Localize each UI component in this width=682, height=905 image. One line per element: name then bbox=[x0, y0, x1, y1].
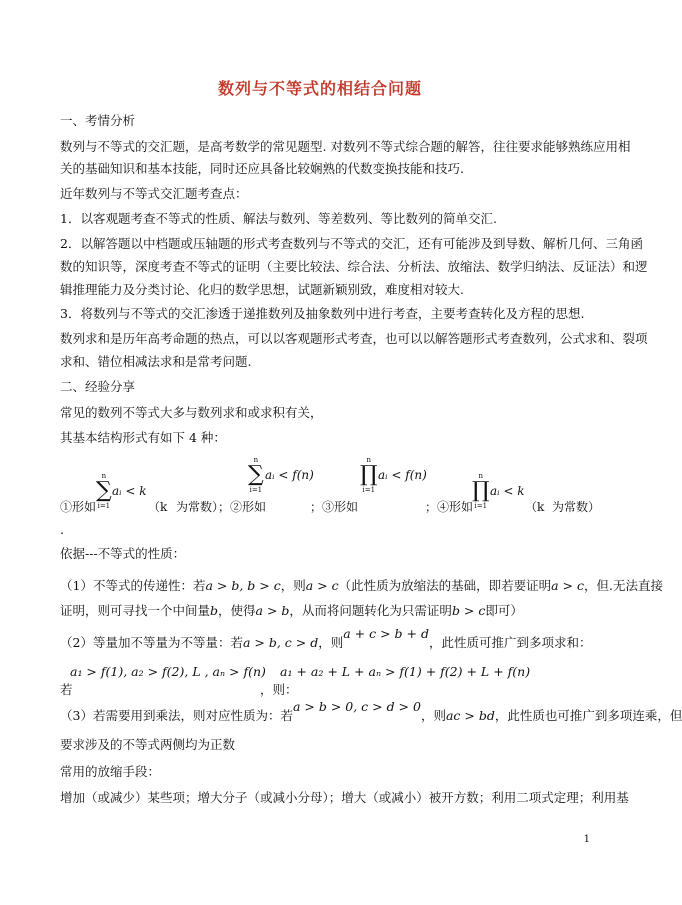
paragraph: 辑推理能力及分类讨论、化归的数学思想，试题新颖别致，难度相对较大. bbox=[60, 282, 464, 297]
lower-limit: i=1 bbox=[362, 486, 376, 494]
formula-3-body: aᵢ < f(n) bbox=[378, 468, 427, 482]
text: （3）若需要用到乘法，则对应性质为：若 bbox=[60, 708, 293, 723]
paragraph: 近年数列与不等式交汇题考查点： bbox=[60, 186, 248, 201]
formula-4-body: aᵢ < k bbox=[490, 484, 525, 498]
paragraph: 要求涉及的不等式两侧均为正数 bbox=[60, 737, 236, 752]
paragraph: 数列求和是历年高考命题的热点，可以以客观题形式考查，也可以以解答题形式考查数列，公式求和、裂项 bbox=[60, 331, 648, 346]
upper-limit: n bbox=[253, 456, 259, 464]
paragraph: 常用的放缩手段： bbox=[60, 764, 161, 779]
property-2-extended bbox=[60, 662, 585, 702]
sigma-glyph: ∑ bbox=[248, 462, 264, 487]
pi-glyph: ∏ bbox=[360, 462, 378, 487]
formula-end-dot: . bbox=[60, 522, 64, 537]
text: ，此性质也可推广到多项连乘，但 bbox=[494, 708, 682, 723]
text: ，则： bbox=[260, 682, 298, 697]
sum-symbol-2 bbox=[248, 456, 264, 494]
math: ac > bd bbox=[445, 708, 495, 723]
formula-2-body: aᵢ < f(n) bbox=[265, 468, 314, 482]
lower-limit: i=1 bbox=[249, 486, 263, 494]
property-3 bbox=[60, 699, 682, 728]
math: a₁ > f(1), a₂ > f(2), L , aₙ > f(n) bbox=[70, 664, 266, 679]
product-symbol-4 bbox=[472, 472, 490, 510]
property-1-line-1 bbox=[60, 578, 663, 594]
paragraph: 2．以解答题以中档题或压轴题的形式考查数列与不等式的交汇，还有可能涉及到导数、解析几何、三角函 bbox=[60, 236, 643, 251]
math: a > b, b > c bbox=[205, 578, 281, 593]
upper-limit: n bbox=[366, 456, 372, 464]
text: ，则 bbox=[318, 635, 344, 650]
document-title: 数列与不等式的相结合问题 bbox=[217, 79, 422, 98]
section-heading-1: 一、考情分析 bbox=[60, 113, 136, 128]
math: a₁ + a₂ + L + aₙ > f(1) + f(2) + L + f(n) bbox=[280, 664, 531, 679]
form-1-prefix: ①形如 bbox=[60, 500, 97, 514]
paragraph: 数的知识等，深度考查不等式的证明（主要比较法、综合法、分析法、放缩法、数学归纳法、反证法）和逻 bbox=[60, 259, 648, 274]
section-heading-2: 二、经验分享 bbox=[60, 379, 136, 394]
math: a > b > 0, c > d > 0 bbox=[292, 699, 421, 714]
product-symbol-3 bbox=[360, 456, 378, 494]
property-1-line-2 bbox=[60, 603, 585, 619]
formula-row bbox=[60, 456, 601, 522]
paragraph: 数列与不等式的交汇题，是高考数学的常见题型. 对数列不等式综合题的解答，往往要求能够熟练应用相 bbox=[60, 139, 631, 154]
text: 若 bbox=[60, 682, 73, 697]
text: ，从而将问题转化为只需证明 bbox=[289, 603, 452, 618]
pi-glyph: ∏ bbox=[472, 478, 490, 503]
paragraph: 1．以客观题考查不等式的性质、解法与数列、等差数列、等比数列的简单交汇. bbox=[60, 211, 497, 226]
form-3-prefix: ；③形如 bbox=[310, 500, 359, 514]
text: ，此性质可推广到多项求和： bbox=[428, 635, 592, 650]
text: ，使得 bbox=[218, 603, 256, 618]
sum-symbol-1 bbox=[96, 472, 112, 510]
upper-limit: n bbox=[101, 472, 107, 480]
form-2-prefix: 为常数）；②形如 bbox=[176, 500, 267, 514]
math: a > c bbox=[551, 578, 584, 593]
paragraph: 常见的数列不等式大多与数列求和或求积有关， bbox=[60, 405, 323, 420]
paragraph: 增加（或减少）某些项；增大分子（或减小分母）；增大（或减小）被开方数；利用二项式定理；利用基 bbox=[60, 790, 629, 805]
formula-1-body: aᵢ < k bbox=[112, 484, 147, 498]
math: b bbox=[210, 603, 219, 618]
sigma-glyph: ∑ bbox=[96, 478, 112, 503]
paragraph: 关的基础知识和基本技能，同时还应具备比较娴熟的代数变换技能和技巧. bbox=[60, 161, 464, 176]
text: （1）不等式的传递性：若 bbox=[60, 578, 206, 593]
math: a > b bbox=[255, 603, 290, 618]
lower-limit: i=1 bbox=[474, 502, 488, 510]
text: 证明，则可寻找一个中间量 bbox=[60, 603, 211, 618]
paragraph: 其基本结构形式有如下 4 种： bbox=[60, 430, 226, 445]
k-paren: （k bbox=[525, 500, 545, 514]
paragraph: 3．将数列与不等式的交汇渗透于递推数列及抽象数列中进行考查，主要考查转化及方程的思想. bbox=[60, 306, 585, 321]
text: ，但.无法直接 bbox=[584, 578, 663, 593]
text: （2）等量加不等量为不等量：若 bbox=[60, 635, 243, 650]
math: a > b, c > d bbox=[242, 635, 319, 650]
lower-limit: i=1 bbox=[97, 502, 111, 510]
paragraph: 求和、错位相减法求和是常考问题. bbox=[60, 354, 252, 369]
property-2 bbox=[60, 626, 592, 655]
upper-limit: n bbox=[478, 472, 484, 480]
text: ，则 bbox=[420, 708, 446, 723]
page-number: 1 bbox=[583, 834, 590, 845]
math: b > c bbox=[451, 603, 486, 618]
form-4-suffix: 为常数） bbox=[552, 500, 601, 514]
text: ，则 bbox=[280, 578, 306, 593]
text: 即可） bbox=[485, 603, 523, 618]
form-4-prefix: ；④形如 bbox=[425, 500, 474, 514]
paragraph: 依据---不等式的性质： bbox=[60, 546, 186, 561]
math: a + c > b + d bbox=[343, 626, 429, 641]
math: a > c bbox=[305, 578, 339, 593]
k-paren: （k bbox=[148, 500, 168, 514]
text: （此性质为放缩法的基础，即若要证明 bbox=[338, 578, 552, 593]
